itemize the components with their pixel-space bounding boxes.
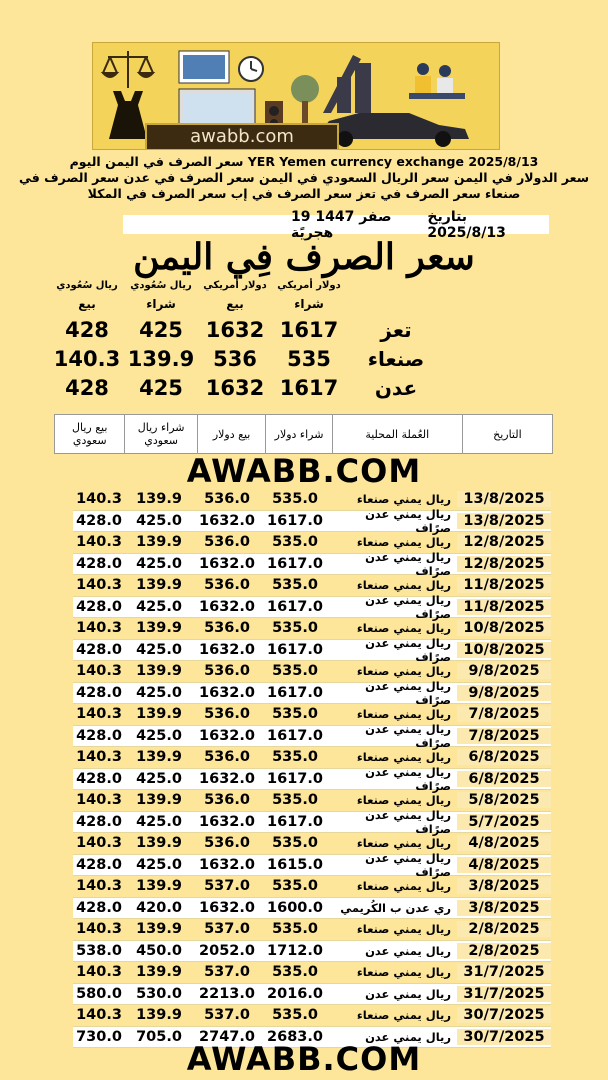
intro-line-3: صنعاء سعر الصرف في تعز سعر الصرف في إب سعر الصرف في المكلا: [87, 186, 521, 201]
intro-line-1: سعر الصرف في اليمن اليوم YER Yemen currency exchange 2025/8/13: [69, 154, 539, 169]
table-row: [73, 807, 551, 836]
date-bar: [123, 208, 549, 241]
buy-usd-cell: 535.0: [272, 1007, 318, 1024]
summary-value: 1617: [279, 317, 339, 342]
sell-usd-cell: 536.0: [204, 835, 250, 852]
sell-usd-cell: 1632.0: [199, 684, 255, 701]
column-header: التاريخ: [462, 415, 552, 453]
buy-sar-cell: 139.9: [136, 1007, 182, 1024]
currency-cell: ريال يمني عدن: [365, 986, 451, 1001]
sell-usd-cell: 2747.0: [199, 1028, 255, 1045]
buy-usd-cell: 535.0: [272, 878, 318, 895]
date-cell: 7/8/2025: [457, 706, 551, 722]
date-cell: 30/7/2025: [457, 1007, 551, 1023]
date-cell: 11/8/2025: [457, 599, 551, 615]
buy-sar-cell: 139.9: [136, 964, 182, 981]
buy-usd-cell: 535.0: [272, 663, 318, 680]
date-cell: 13/8/2025: [457, 491, 551, 507]
date-cell: 12/8/2025: [457, 534, 551, 550]
summary-label: ريال سُعُودي: [56, 280, 118, 291]
currency-cell: ريال يمني عدن صرًاف: [365, 506, 451, 535]
intro-text: [0, 154, 608, 202]
summary-value: 536: [213, 346, 257, 371]
table-row: [73, 833, 551, 855]
date-cell: 12/8/2025: [457, 556, 551, 572]
currency-cell: ريال يمني عدن صرًاف: [365, 764, 451, 793]
buy-usd-cell: 535.0: [272, 921, 318, 938]
buy-usd-cell: 1617.0: [267, 641, 323, 658]
table-row: [73, 532, 551, 554]
table-row: [73, 941, 551, 963]
table-row: [73, 1005, 551, 1027]
sell-sar-cell: 140.3: [76, 620, 122, 637]
sell-sar-cell: 140.3: [76, 749, 122, 766]
sell-usd-cell: 1632.0: [199, 512, 255, 529]
buy-sar-cell: 139.9: [136, 706, 182, 723]
currency-cell: ريال يمني صنعاء: [356, 793, 451, 808]
summary-city: تعز: [380, 317, 412, 342]
currency-cell: ريال يمني صنعاء: [356, 664, 451, 679]
summary-rates: [50, 280, 520, 402]
currency-cell: ريال يمني عدن صرًاف: [365, 678, 451, 707]
date-cell: 4/8/2025: [457, 835, 551, 851]
table-row: [73, 618, 551, 640]
sell-sar-cell: 140.3: [76, 792, 122, 809]
sell-sar-cell: 428.0: [76, 856, 122, 873]
sell-sar-cell: 140.3: [76, 1007, 122, 1024]
sell-usd-cell: 536.0: [204, 534, 250, 551]
table-row: [73, 549, 551, 578]
table-row: [73, 661, 551, 683]
buy-usd-cell: 535.0: [272, 577, 318, 594]
buy-sar-cell: 139.9: [136, 577, 182, 594]
date-cell: 3/8/2025: [457, 878, 551, 894]
people-icon: [409, 63, 465, 99]
buy-sar-cell: 425.0: [136, 727, 182, 744]
buy-usd-cell: 1617.0: [267, 813, 323, 830]
table-row: [73, 919, 551, 941]
sell-sar-cell: 730.0: [76, 1028, 122, 1045]
sell-sar-cell: 428.0: [76, 555, 122, 572]
buy-sar-cell: 139.9: [136, 749, 182, 766]
summary-label: دولار أمريكي: [277, 280, 341, 291]
summary-city: صنعاء: [367, 346, 425, 371]
date-cell: 11/8/2025: [457, 577, 551, 593]
buy-usd-cell: 535.0: [272, 534, 318, 551]
site-banner[interactable]: [92, 42, 500, 150]
sell-sar-cell: 140.3: [76, 663, 122, 680]
date-cell: 9/8/2025: [457, 663, 551, 679]
buy-usd-cell: 535.0: [272, 749, 318, 766]
sell-usd-cell: 537.0: [204, 878, 250, 895]
summary-label: ريال سُعُودي: [130, 280, 192, 291]
table-row: [73, 506, 551, 535]
currency-cell: ريال يمني صنعاء: [356, 707, 451, 722]
table-row: [73, 984, 551, 1006]
currency-cell: ريال يمني صنعاء: [356, 965, 451, 980]
currency-cell: ريال يمني عدن: [365, 1029, 451, 1044]
buy-sar-cell: 425.0: [136, 512, 182, 529]
buy-sar-cell: 425.0: [136, 555, 182, 572]
buy-sar-cell: 139.9: [136, 792, 182, 809]
column-header: شراء دولار: [265, 415, 331, 453]
hijri-date: 19 صفر 1447 هجريًة: [291, 208, 392, 241]
buy-usd-cell: 1617.0: [267, 512, 323, 529]
buy-usd-cell: 535.0: [272, 491, 318, 508]
sell-usd-cell: 536.0: [204, 706, 250, 723]
buy-usd-cell: 535.0: [272, 964, 318, 981]
table-row: [73, 575, 551, 597]
summary-value: 428: [65, 375, 109, 400]
table-row: [73, 721, 551, 750]
summary-value: 1617: [279, 375, 339, 400]
currency-cell: ريال يمني عدن صرًاف: [365, 592, 451, 621]
buildings-icon: [323, 55, 371, 113]
buy-usd-cell: 1617.0: [267, 727, 323, 744]
buy-usd-cell: 2016.0: [267, 985, 323, 1002]
date-cell: 9/8/2025: [457, 685, 551, 701]
summary-value: 139.9: [127, 346, 195, 371]
currency-cell: ريال يمني صنعاء: [356, 1008, 451, 1023]
buy-sar-cell: 420.0: [136, 899, 182, 916]
sell-sar-cell: 140.3: [76, 835, 122, 852]
site-url-label[interactable]: awabb.com: [145, 123, 339, 150]
table-row: [73, 790, 551, 812]
summary-labels-top: [50, 280, 520, 291]
column-header: العُملة المحلية: [332, 415, 462, 453]
buy-sar-cell: 450.0: [136, 942, 182, 959]
date-cell: 5/8/2025: [457, 792, 551, 808]
date-cell: 3/8/2025: [457, 900, 551, 916]
sell-sar-cell: 140.3: [76, 534, 122, 551]
buy-sar-cell: 425.0: [136, 684, 182, 701]
currency-cell: ري عدن ب الكُريمي: [340, 900, 451, 915]
gregorian-date: بتاريخ 2025/8/13: [427, 208, 506, 241]
summary-label: بيع: [226, 297, 244, 311]
summary-label: بيع: [78, 297, 96, 311]
buy-usd-cell: 1617.0: [267, 684, 323, 701]
sell-sar-cell: 428.0: [76, 899, 122, 916]
date-cell: 10/8/2025: [457, 642, 551, 658]
currency-cell: ريال يمني صنعاء: [356, 879, 451, 894]
sell-sar-cell: 538.0: [76, 942, 122, 959]
table-header: [54, 414, 553, 454]
sell-usd-cell: 1632.0: [199, 641, 255, 658]
buy-usd-cell: 535.0: [272, 835, 318, 852]
currency-cell: ريال يمني صنعاء: [356, 750, 451, 765]
summary-row-sanaa: [50, 344, 520, 373]
rates-table: [73, 489, 551, 1048]
currency-cell: ريال يمني عدن: [365, 943, 451, 958]
buy-usd-cell: 1617.0: [267, 598, 323, 615]
buy-usd-cell: 535.0: [272, 620, 318, 637]
summary-value: 425: [139, 375, 183, 400]
sell-usd-cell: 1632.0: [199, 555, 255, 572]
buy-sar-cell: 139.9: [136, 620, 182, 637]
buy-sar-cell: 425.0: [136, 598, 182, 615]
buy-usd-cell: 1615.0: [267, 856, 323, 873]
sell-usd-cell: 536.0: [204, 749, 250, 766]
summary-city: عدن: [374, 375, 418, 400]
table-row: [73, 592, 551, 621]
buy-usd-cell: 1617.0: [267, 770, 323, 787]
date-cell: 6/8/2025: [457, 771, 551, 787]
buy-usd-cell: 535.0: [272, 706, 318, 723]
sell-sar-cell: 428.0: [76, 684, 122, 701]
summary-label: شراء: [294, 297, 324, 311]
date-cell: 31/7/2025: [457, 986, 551, 1002]
date-cell: 7/8/2025: [457, 728, 551, 744]
sell-usd-cell: 1632.0: [199, 899, 255, 916]
date-cell: 31/7/2025: [457, 964, 551, 980]
buy-sar-cell: 139.9: [136, 663, 182, 680]
summary-label: شراء: [146, 297, 176, 311]
currency-cell: ريال يمني عدن صرًاف: [365, 721, 451, 750]
sell-usd-cell: 1632.0: [199, 598, 255, 615]
sell-sar-cell: 140.3: [76, 491, 122, 508]
sell-usd-cell: 537.0: [204, 1007, 250, 1024]
sell-usd-cell: 1632.0: [199, 727, 255, 744]
currency-cell: ريال يمني عدن صرًاف: [365, 635, 451, 664]
buy-usd-cell: 1712.0: [267, 942, 323, 959]
sell-sar-cell: 140.3: [76, 577, 122, 594]
page-title: سعر الصرف فِي اليمن: [133, 236, 475, 278]
table-row: [73, 876, 551, 898]
date-cell: 2/8/2025: [457, 921, 551, 937]
column-header: شراء ريال سعودي: [124, 415, 196, 453]
sell-sar-cell: 428.0: [76, 813, 122, 830]
buy-sar-cell: 139.9: [136, 491, 182, 508]
buy-sar-cell: 425.0: [136, 641, 182, 658]
sell-usd-cell: 536.0: [204, 792, 250, 809]
sell-sar-cell: 428.0: [76, 727, 122, 744]
table-row: [73, 764, 551, 793]
currency-cell: ريال يمني صنعاء: [356, 922, 451, 937]
sell-usd-cell: 536.0: [204, 577, 250, 594]
sell-usd-cell: 536.0: [204, 491, 250, 508]
column-header: بيع ريال سعودي: [71, 421, 108, 447]
date-cell: 4/8/2025: [457, 857, 551, 873]
table-row: [73, 489, 551, 511]
buy-sar-cell: 139.9: [136, 835, 182, 852]
date-cell: 2/8/2025: [457, 943, 551, 959]
currency-cell: ريال يمني صنعاء: [356, 578, 451, 593]
sell-sar-cell: 580.0: [76, 985, 122, 1002]
summary-value: 140.3: [53, 346, 121, 371]
sell-usd-cell: 1632.0: [199, 770, 255, 787]
buy-usd-cell: 2683.0: [267, 1028, 323, 1045]
table-row: [73, 747, 551, 769]
currency-cell: ريال يمني عدن صرًاف: [365, 807, 451, 836]
summary-value: 425: [139, 317, 183, 342]
buy-sar-cell: 425.0: [136, 856, 182, 873]
sell-sar-cell: 140.3: [76, 964, 122, 981]
currency-cell: ريال يمني صنعاء: [356, 621, 451, 636]
summary-value: 1632: [205, 375, 265, 400]
table-row: [73, 898, 551, 920]
buy-sar-cell: 425.0: [136, 770, 182, 787]
table-row: [73, 850, 551, 879]
buy-usd-cell: 535.0: [272, 792, 318, 809]
buy-usd-cell: 1617.0: [267, 555, 323, 572]
currency-cell: ريال يمني عدن صرًاف: [365, 549, 451, 578]
sell-usd-cell: 1632.0: [199, 856, 255, 873]
buy-sar-cell: 425.0: [136, 813, 182, 830]
currency-cell: ريال يمني صنعاء: [356, 492, 451, 507]
sell-sar-cell: 428.0: [76, 598, 122, 615]
summary-labels-bottom: [50, 297, 520, 311]
sell-sar-cell: 428.0: [76, 512, 122, 529]
sell-usd-cell: 536.0: [204, 663, 250, 680]
sell-usd-cell: 2213.0: [199, 985, 255, 1002]
date-cell: 5/7/2025: [457, 814, 551, 830]
date-cell: 6/8/2025: [457, 749, 551, 765]
buy-sar-cell: 139.9: [136, 921, 182, 938]
tree-icon: [291, 75, 319, 103]
table-row: [73, 678, 551, 707]
currency-cell: ريال يمني صنعاء: [356, 535, 451, 550]
date-cell: 10/8/2025: [457, 620, 551, 636]
buy-sar-cell: 530.0: [136, 985, 182, 1002]
sell-usd-cell: 1632.0: [199, 813, 255, 830]
date-cell: 13/8/2025: [457, 513, 551, 529]
buy-usd-cell: 1600.0: [267, 899, 323, 916]
currency-cell: ريال يمني صنعاء: [356, 836, 451, 851]
dress-icon: [109, 91, 147, 139]
sell-usd-cell: 536.0: [204, 620, 250, 637]
summary-value: 428: [65, 317, 109, 342]
table-row: [73, 962, 551, 984]
summary-label: دولار أمريكي: [203, 280, 267, 291]
summary-value: 535: [287, 346, 331, 371]
summary-row-taiz: [50, 315, 520, 344]
table-row: [73, 635, 551, 664]
summary-value: 1632: [205, 317, 265, 342]
sell-usd-cell: 537.0: [204, 921, 250, 938]
scales-icon: [103, 51, 153, 88]
sell-sar-cell: 140.3: [76, 706, 122, 723]
sell-sar-cell: 140.3: [76, 878, 122, 895]
sell-usd-cell: 537.0: [204, 964, 250, 981]
currency-cell: ريال يمني عدن صرًاف: [365, 850, 451, 879]
sell-sar-cell: 140.3: [76, 921, 122, 938]
watermark-bottom: AWABB.COM: [186, 1040, 422, 1078]
sell-sar-cell: 428.0: [76, 770, 122, 787]
date-cell: 30/7/2025: [457, 1029, 551, 1045]
table-row: [73, 704, 551, 726]
sell-sar-cell: 428.0: [76, 641, 122, 658]
intro-line-2: سعر الدولار في اليمن سعر الريال السعودي في اليمن سعر الصرف في عدن سعر الصرف في: [18, 170, 590, 185]
buy-sar-cell: 139.9: [136, 878, 182, 895]
buy-sar-cell: 705.0: [136, 1028, 182, 1045]
buy-sar-cell: 139.9: [136, 534, 182, 551]
sell-usd-cell: 2052.0: [199, 942, 255, 959]
column-header: بيع دولار: [197, 415, 265, 453]
watermark-top: AWABB.COM: [186, 452, 422, 490]
summary-row-aden: [50, 373, 520, 402]
